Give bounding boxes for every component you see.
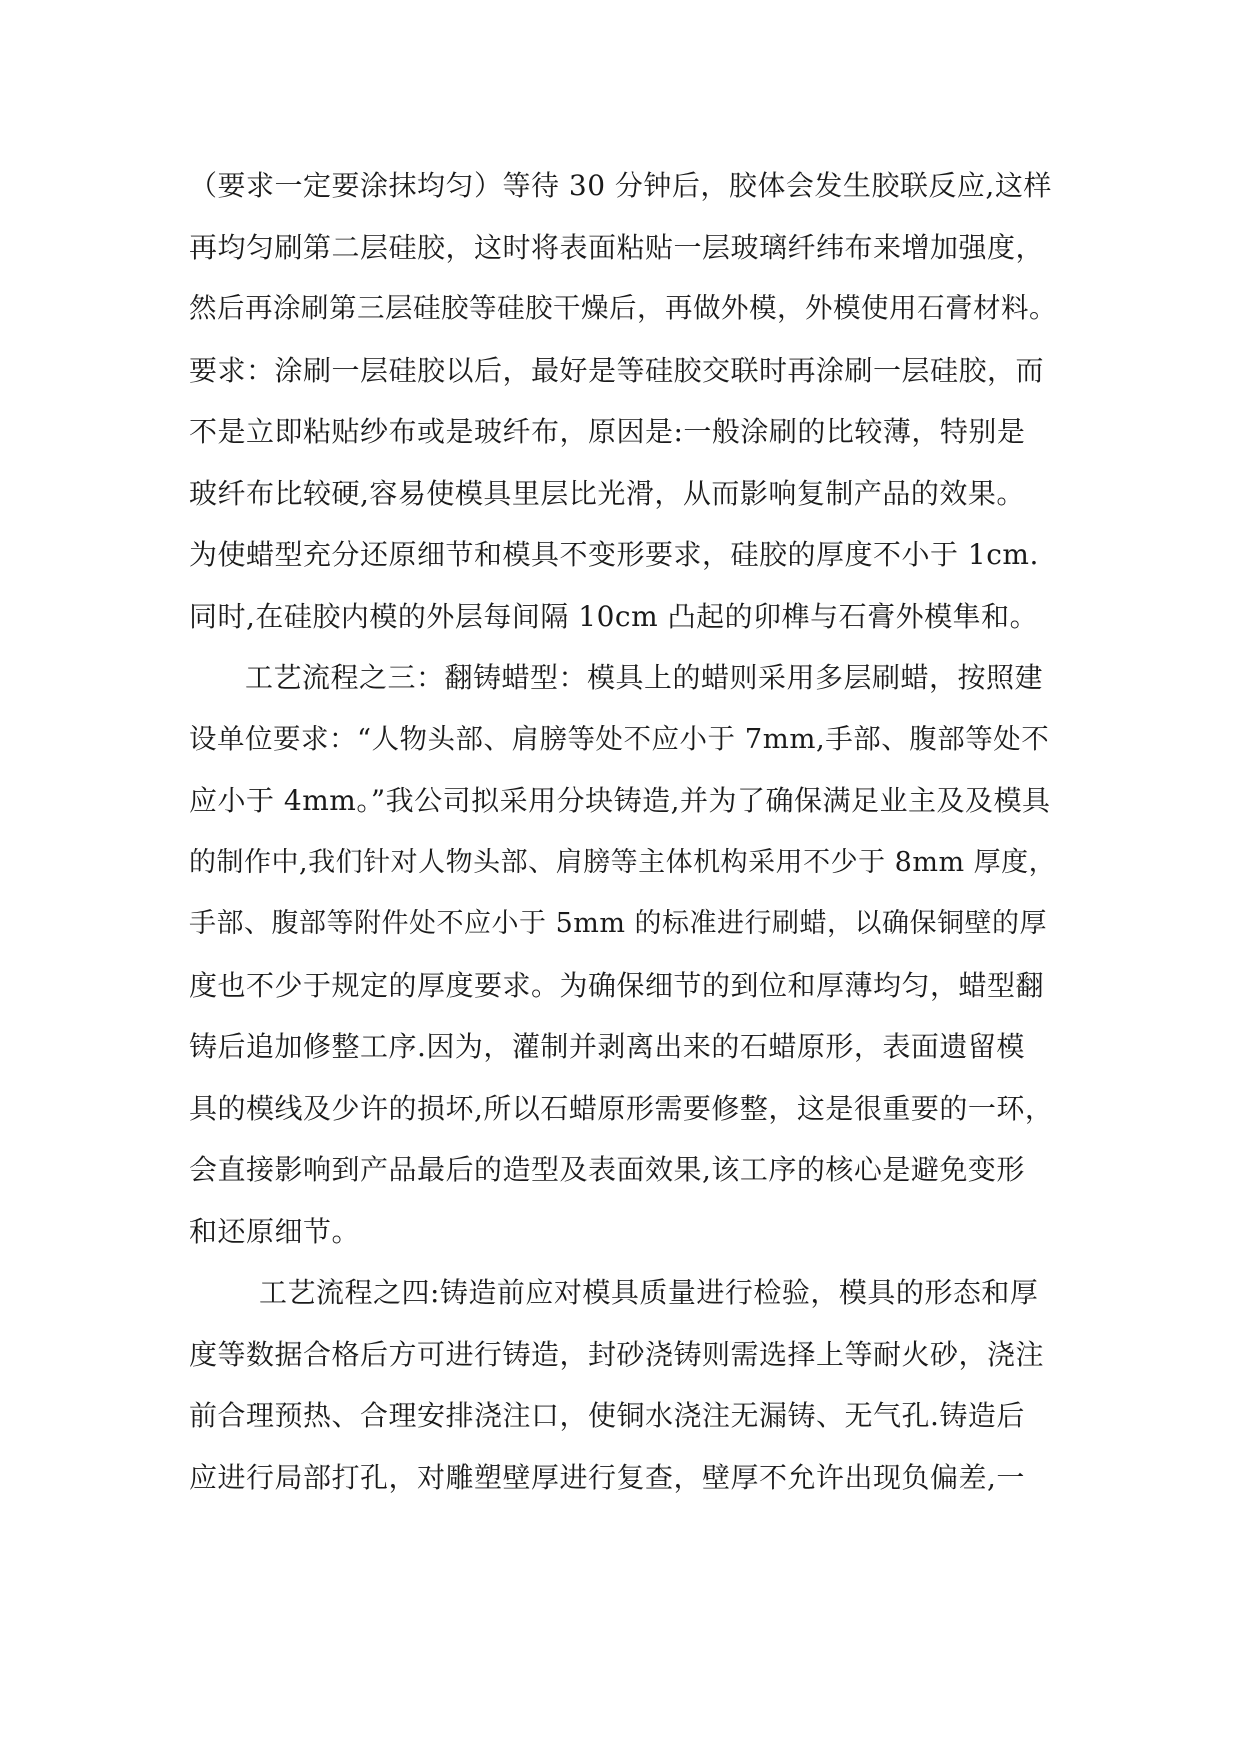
text-line-10: 设单位要求：“人物头部、肩膀等处不应小于 7mm,手部、腹部等处不 [189,722,1050,755]
text-line-19: 工艺流程之四:铸造前应对模具质量进行检验，模具的形态和厚 [259,1276,1039,1309]
text-line-7: 为使蜡型充分还原细节和模具不变形要求，硅胶的厚度不小于 1cm. [189,538,1039,571]
text-line-22: 应进行局部打孔，对雕塑壁厚进行复查，壁厚不允许出现负偏差,一 [189,1460,1025,1494]
text-line-6: 玻纤布比较硬,容易使模具里层比光滑，从而影响复制产品的效果。 [189,476,1025,510]
text-line-11: 应小于 4mm。”我公司拟采用分块铸造,并为了确保满足业主及及模具 [189,784,1051,817]
text-line-16: 具的模线及少许的损坏,所以石蜡原形需要修整，这是很重要的一环， [189,1091,1054,1125]
text-line-4: 要求：涂刷一层硅胶以后，最好是等硅胶交联时再涂刷一层硅胶，而 [189,353,1045,387]
text-line-9: 工艺流程之三：翻铸蜡型：模具上的蜡则采用多层刷蜡，按照建 [245,661,1044,694]
text-line-17: 会直接影响到产品最后的造型及表面效果,该工序的核心是避免变形 [189,1153,1025,1186]
text-line-12: 的制作中,我们针对人物头部、肩膀等主体机构采用不少于 8mm 厚度， [189,846,1057,878]
text-line-18: 和还原细节。 [189,1214,361,1248]
text-line-13: 手部、腹部等附件处不应小于 5mm 的标准进行刷蜡，以确保铜壁的厚 [189,908,1048,939]
text-line-2: 再均匀刷第二层硅胶，这时将表面粘贴一层玻璃纤纬布来增加强度， [189,230,1045,264]
body-text [189,155,1059,1508]
text-line-14: 度也不少于规定的厚度要求。为确保细节的到位和厚薄均匀，蜡型翻 [189,968,1045,1002]
text-line-21: 前合理预热、合理安排浇注口，使铜水浇注无漏铸、无气孔.铸造后 [189,1399,1025,1432]
text-line-8: 同时,在硅胶内模的外层每间隔 10cm 凸起的卯榫与石膏外模隼和。 [189,599,1039,633]
text-line-5: 不是立即粘贴纱布或是玻纤布，原因是:一般涂刷的比较薄，特别是 [189,415,1026,448]
text-line-15: 铸后追加修整工序.因为，灌制并剥离出来的石蜡原形，表面遗留模 [189,1030,1025,1063]
text-line-1: （要求一定要涂抹均匀）等待 30 分钟后，胶体会发生胶联反应,这样 [189,169,1052,202]
text-line-20: 度等数据合格后方可进行铸造，封砂浇铸则需选择上等耐火砂，浇注 [189,1337,1045,1371]
text-line-3: 然后再涂刷第三层硅胶等硅胶干燥后，再做外模，外模使用石膏材料。 [189,292,1057,324]
